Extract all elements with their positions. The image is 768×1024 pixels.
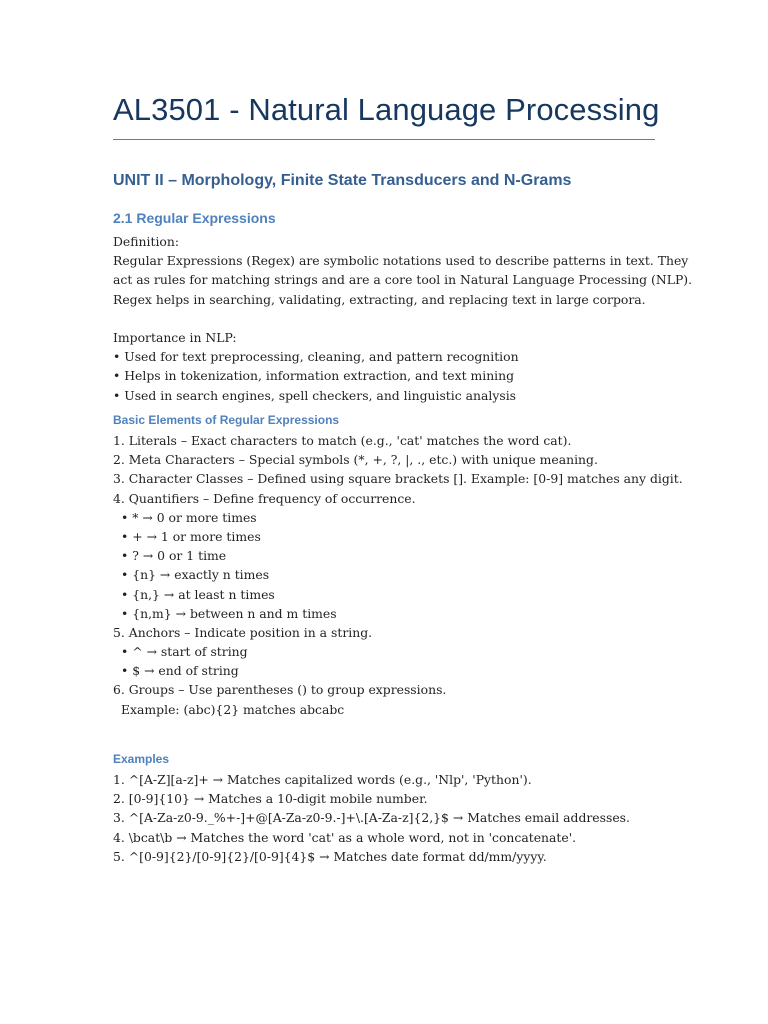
basic-elements-list — [113, 431, 683, 719]
importance-item: • Used for text preprocessing, cleaning, and pattern recognition — [113, 349, 519, 365]
definition-line: Regex helps in searching, validating, extracting, and replacing text in large corpora. — [113, 291, 646, 307]
list-item: • {n,} → at least n times — [121, 586, 275, 602]
unit-heading: UNIT II – Morphology, Finite State Transducers and N-Grams — [113, 172, 572, 189]
importance-item: • Helps in tokenization, information extraction, and text mining — [113, 368, 515, 384]
examples-heading: Examples — [113, 752, 170, 766]
list-item: 6. Groups – Use parentheses () to group expressions. — [113, 682, 447, 698]
importance-label: Importance in NLP: — [113, 329, 237, 345]
list-item: • * → 0 or more times — [121, 509, 257, 525]
list-item: 5. Anchors – Indicate position in a string. — [113, 624, 373, 640]
example-item: 3. ^[A-Za-z0-9._%+-]+@[A-Za-z0-9.-]+\.[A-Za-z]{2,}$ → Matches email addresses. — [113, 810, 630, 826]
definition-line: Regular Expressions (Regex) are symbolic notations used to describe patterns in text. They — [113, 253, 689, 269]
list-item: • {n,m} → between n and m times — [121, 605, 337, 621]
list-item: • + → 1 or more times — [121, 528, 261, 544]
list-item: 2. Meta Characters – Special symbols (*, +, ?, |, ., etc.) with unique meaning. — [113, 452, 598, 468]
examples-list — [113, 770, 630, 866]
definition-label: Definition: — [113, 234, 180, 249]
definition-line: act as rules for matching strings and are a core tool in Natural Language Processing (NLP). — [113, 272, 693, 288]
list-item: • {n} → exactly n times — [121, 567, 270, 583]
list-item: • $ → end of string — [121, 663, 239, 679]
example-item: 1. ^[A-Z][a-z]+ → Matches capitalized words (e.g., 'Nlp', 'Python'). — [113, 772, 532, 787]
list-item: 3. Character Classes – Defined using square brackets []. Example: [0-9] matches any digit. — [113, 471, 683, 487]
example-item: 4. \bcat\b → Matches the word 'cat' as a whole word, not in 'concatenate'. — [113, 829, 577, 845]
example-item: 5. ^[0-9]{2}/[0-9]{2}/[0-9]{4}$ → Matches date format dd/mm/yyyy. — [113, 848, 547, 864]
definition-block — [113, 232, 692, 405]
list-item: • ^ → start of string — [121, 644, 248, 660]
section-heading: 2.1 Regular Expressions — [113, 210, 276, 226]
importance-item: • Used in search engines, spell checkers, and linguistic analysis — [113, 387, 517, 403]
example-item: 2. [0-9]{10} → Matches a 10-digit mobile number. — [113, 791, 428, 807]
list-item: 4. Quantifiers – Define frequency of occurrence. — [113, 490, 416, 506]
title-underline — [113, 139, 655, 140]
list-item: 1. Literals – Exact characters to match (e.g., 'cat' matches the word cat). — [113, 433, 572, 448]
page-title: AL3501 - Natural Language Processing — [113, 92, 660, 127]
basic-elements-heading: Basic Elements of Regular Expressions — [113, 413, 340, 427]
list-item: Example: (abc){2} matches abcabc — [121, 701, 345, 717]
list-item: • ? → 0 or 1 time — [121, 548, 227, 564]
